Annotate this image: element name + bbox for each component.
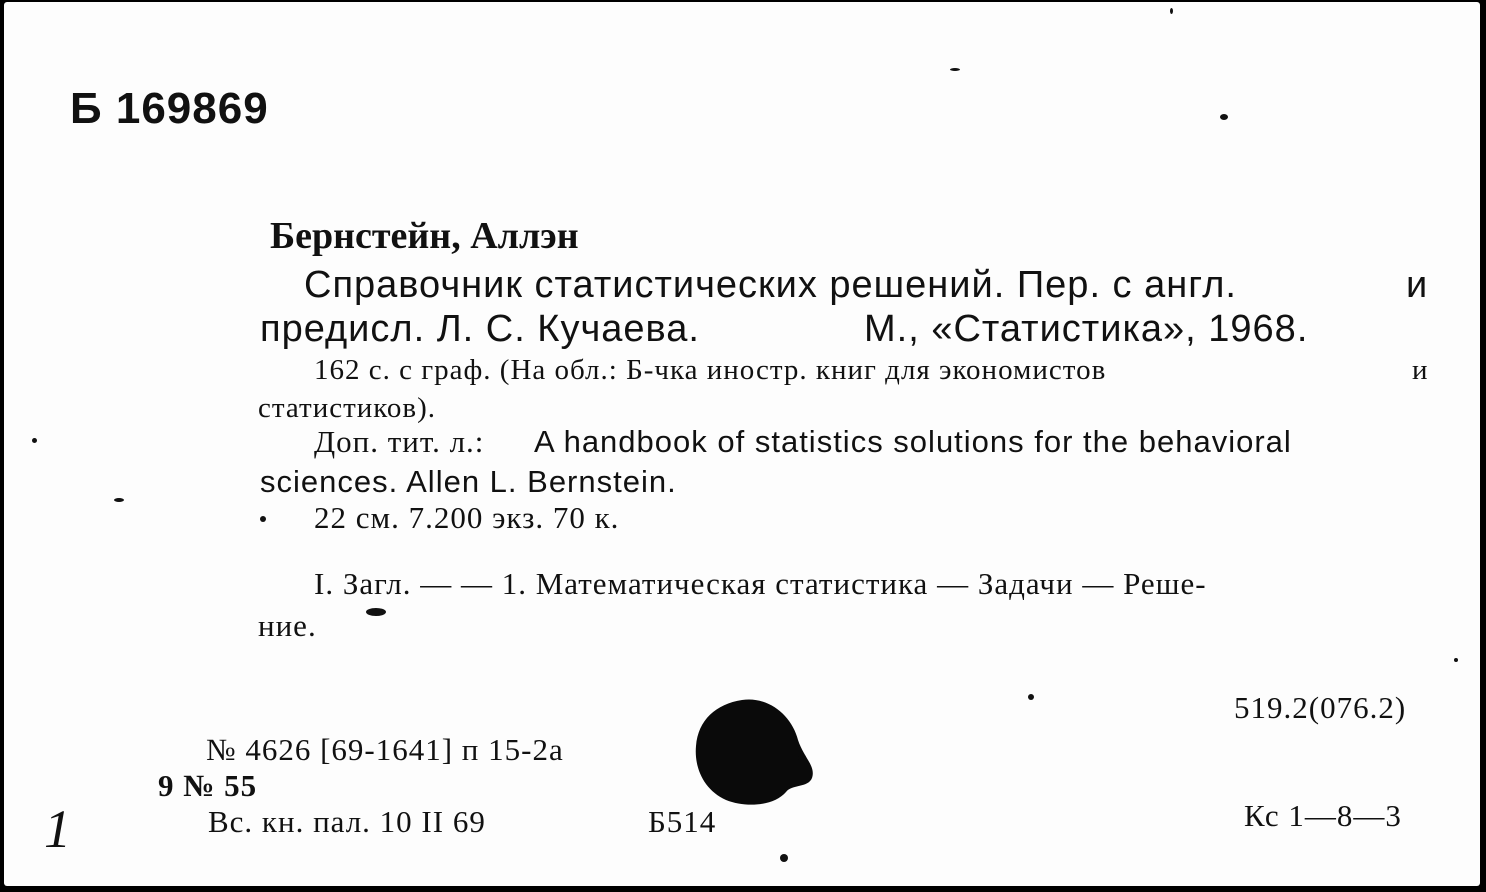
udc-number: 519.2(076.2) [1234,690,1407,725]
speck [780,854,788,862]
collation-line-1: 162 с. с граф. (На обл.: Б-чка иностр. книг для экономистов [314,354,1107,386]
title-line-1-tail: и [1406,264,1429,306]
speck [1170,8,1173,14]
tracings-line-2: ние. [258,608,317,643]
speck [260,516,266,522]
title-line-1: Справочник статистических решений. Пер. с англ. [304,264,1237,306]
speck [1028,694,1034,700]
call-number: Б 169869 [70,84,269,133]
collation-line-2: статистиков). [258,392,436,424]
added-title-label: Доп. тит. л.: [314,424,485,459]
speck [114,498,124,502]
title-line-2: предисл. Л. С. Кучаева. [260,308,700,350]
speck [32,438,37,443]
copy-number: 9 № 55 [158,768,258,803]
speck [1220,114,1228,120]
classification-code: Кс 1—8—3 [1244,798,1402,833]
catalog-card [4,2,1480,886]
added-title-line-2: sciences. Allen L. Bernstein. [260,464,677,499]
collation-line-1-tail: и [1412,354,1429,386]
speck [366,608,386,616]
imprint: М., «Статистика», 1968. [864,308,1309,350]
speck [1454,658,1458,662]
added-title-line-1: A handbook of statistics solutions for the behavioral [534,424,1292,459]
tracings-line-1: I. Загл. — — 1. Математическая статистика — Задачи — Реше- [314,566,1207,601]
order-number: № 4626 [69-1641] п 15-2а [206,732,564,767]
size-run-price: 22 см. 7.200 экз. 70 к. [314,500,620,535]
speck [950,68,960,71]
ink-blot [694,698,824,808]
handwritten-mark: 1 [44,799,71,859]
author-heading: Бернстейн, Аллэн [270,215,579,257]
print-line: Вс. кн. пал. 10 II 69 [208,804,486,839]
print-code: Б514 [648,804,717,839]
